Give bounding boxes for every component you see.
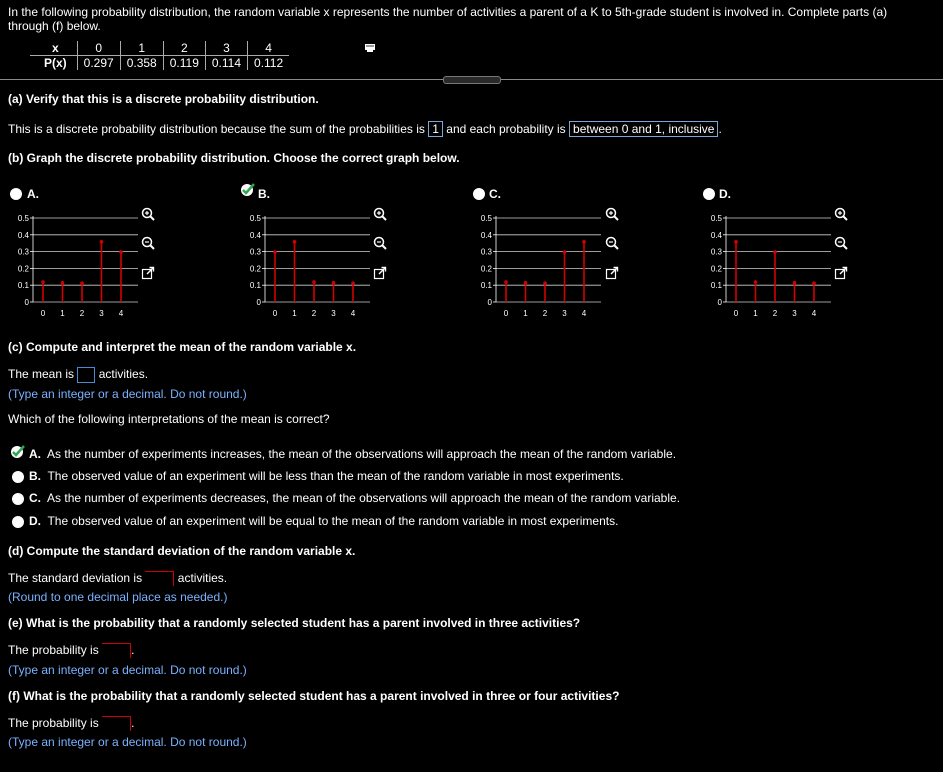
mean-input[interactable]: [77, 367, 95, 383]
part-a-answer: [8, 121, 722, 137]
x-cell: 3: [205, 41, 247, 56]
x-tick-label: 0: [503, 309, 509, 318]
stem-point: [524, 281, 528, 285]
y-tick-label: 0.4: [710, 230, 722, 240]
interp-option-b-text: The observed value of an experiment will be less than the mean of the random variable in most experiments.: [47, 469, 624, 483]
graph-option-d-label: D.: [719, 187, 731, 201]
x-tick-label: 4: [118, 309, 124, 318]
interp-option-d-radio[interactable]: [12, 516, 24, 528]
part-d-question: (d) Compute the standard deviation of the random variable x.: [8, 544, 356, 558]
x-header: x: [30, 41, 77, 56]
graph-option-d-chart[interactable]: [701, 210, 861, 320]
sd-input[interactable]: [145, 571, 174, 586]
y-tick-label: 0: [717, 298, 722, 307]
p-cell: 0.358: [120, 56, 163, 71]
part-c-question: (c) Compute and interpret the mean of the random variable x.: [8, 340, 357, 354]
zoom-in-icon[interactable]: [834, 207, 848, 221]
y-tick-label: 0.3: [710, 247, 722, 257]
zoom-out-icon[interactable]: [141, 236, 155, 250]
stem-point: [582, 240, 586, 244]
graph-option-a-radio[interactable]: [10, 188, 22, 200]
problem-intro: In the following probability distribution, the random variable x represents the number of activities a parent of a K to 5th-grade student is involved in. Complete parts (a) through (f) below.: [8, 5, 888, 33]
range-answer-dropdown[interactable]: between 0 and 1, inclusive: [569, 121, 718, 137]
stem-point: [41, 280, 45, 284]
interp-option-b-label: B.: [29, 469, 41, 483]
graph-option-c-chart[interactable]: [471, 210, 631, 320]
part-b-question: (b) Graph the discrete probability distribution. Choose the correct graph below.: [8, 151, 460, 165]
selected-check-icon[interactable]: [10, 444, 26, 458]
stem-point: [734, 240, 738, 244]
y-tick-label: 0.4: [249, 230, 261, 240]
zoom-in-icon[interactable]: [373, 207, 387, 221]
stem-point: [273, 250, 277, 254]
x-tick-label: 1: [292, 309, 297, 318]
x-cell: 0: [77, 41, 120, 56]
stem-point: [312, 280, 316, 284]
interp-option-c-radio[interactable]: [12, 493, 24, 505]
prob-three-four-hint: (Type an integer or a decimal. Do not round.): [8, 735, 247, 749]
x-tick-label: 3: [331, 309, 336, 318]
x-tick-label: 4: [811, 309, 817, 318]
sd-hint: (Round to one decimal place as needed.): [8, 590, 228, 604]
x-cell: 1: [120, 41, 163, 56]
x-tick-label: 0: [40, 309, 46, 318]
y-tick-label: 0.1: [480, 281, 492, 291]
y-tick-label: 0.2: [249, 264, 261, 274]
y-tick-label: 0.3: [249, 247, 261, 257]
stem-point: [543, 281, 547, 285]
x-tick-label: 2: [772, 309, 778, 318]
table-row-x: [30, 41, 289, 56]
stem-point: [100, 240, 104, 244]
prob-three-line: [8, 643, 134, 658]
y-tick-label: 0.5: [480, 214, 492, 223]
x-tick-label: 0: [733, 309, 739, 318]
zoom-out-icon[interactable]: [373, 236, 387, 250]
stem-point: [754, 280, 758, 284]
x-cell: 4: [248, 41, 290, 56]
sd-unit: activities.: [177, 571, 228, 585]
y-tick-label: 0.5: [710, 214, 722, 223]
sd-answer-line: [8, 571, 227, 586]
x-tick-label: 3: [562, 309, 567, 318]
p-cell: 0.114: [205, 56, 247, 71]
prob-three-four-line: [8, 716, 134, 731]
x-tick-label: 4: [350, 309, 356, 318]
graph-option-a-chart[interactable]: [8, 210, 168, 320]
interp-option-b[interactable]: [29, 469, 624, 483]
interp-option-b-radio[interactable]: [12, 471, 24, 483]
x-tick-label: 2: [542, 309, 548, 318]
popout-icon[interactable]: [141, 266, 155, 280]
graph-option-c-radio[interactable]: [473, 188, 485, 200]
stem-point: [812, 281, 816, 285]
prob-three-label: The probability is: [8, 643, 99, 657]
p-header: P(x): [44, 56, 67, 70]
y-tick-label: 0.4: [17, 230, 29, 240]
probability-table: [30, 41, 289, 70]
stem-point: [61, 281, 65, 285]
y-tick-label: 0.2: [17, 264, 29, 274]
zoom-in-icon[interactable]: [605, 207, 619, 221]
prob-three-four-period: .: [131, 716, 135, 730]
prob-three-period: .: [131, 643, 135, 657]
x-tick-label: 0: [272, 309, 278, 318]
zoom-out-icon[interactable]: [605, 236, 619, 250]
prob-three-four-input[interactable]: [102, 716, 131, 731]
interp-option-d[interactable]: [29, 514, 618, 528]
sd-label: The standard deviation is: [8, 571, 143, 585]
stem-point: [504, 280, 508, 284]
graph-option-a-label: A.: [27, 187, 39, 201]
prob-three-hint: (Type an integer or a decimal. Do not round.): [8, 663, 247, 677]
interp-option-c-label: C.: [29, 491, 41, 505]
y-tick-label: 0: [256, 298, 261, 307]
part-a-text-1: This is a discrete probability distribution because the sum of the probabilities is: [8, 122, 425, 136]
x-tick-label: 1: [523, 309, 528, 318]
zoom-out-icon[interactable]: [834, 236, 848, 250]
interp-option-c[interactable]: [29, 491, 680, 505]
interp-option-a-label: A.: [29, 447, 41, 461]
stem-point: [332, 281, 336, 285]
resize-handle[interactable]: [443, 76, 501, 84]
x-tick-label: 3: [792, 309, 797, 318]
graph-option-b-label: B.: [258, 187, 270, 201]
prob-three-four-label: The probability is: [8, 716, 99, 730]
sum-answer-box[interactable]: 1: [428, 121, 443, 137]
y-tick-label: 0.5: [17, 214, 29, 223]
stem-point: [80, 281, 84, 285]
x-cell: 2: [163, 41, 205, 56]
y-tick-label: 0.1: [17, 281, 29, 291]
mean-unit: activities.: [98, 367, 149, 382]
x-tick-label: 1: [753, 309, 758, 318]
part-a-question: (a) Verify that this is a discrete probability distribution.: [8, 92, 319, 106]
stem-point: [793, 281, 797, 285]
y-tick-label: 0.5: [249, 214, 261, 223]
y-tick-label: 0.2: [710, 264, 722, 274]
y-tick-label: 0.3: [17, 247, 29, 257]
download-data-icon[interactable]: [365, 44, 375, 52]
p-cell: 0.297: [77, 56, 120, 71]
x-tick-label: 4: [581, 309, 587, 318]
part-f-question: (f) What is the probability that a randomly selected student has a parent involved in three or four activities?: [8, 689, 620, 703]
y-tick-label: 0.1: [710, 281, 722, 291]
interp-option-d-label: D.: [29, 514, 41, 528]
prob-three-input[interactable]: [102, 643, 131, 658]
mean-answer-line: [8, 367, 148, 383]
stem-point: [293, 240, 297, 244]
p-cell: 0.119: [163, 56, 205, 71]
graph-option-d-radio[interactable]: [703, 188, 715, 200]
y-tick-label: 0.2: [480, 264, 492, 274]
zoom-in-icon[interactable]: [141, 207, 155, 221]
y-tick-label: 0.4: [480, 230, 492, 240]
selected-check-icon[interactable]: [240, 182, 256, 196]
interp-option-c-text: As the number of experiments decreases, the mean of the observations will approach the mean of the random variable.: [47, 491, 681, 505]
graph-option-b-chart[interactable]: [240, 210, 400, 320]
y-tick-label: 0.1: [249, 281, 261, 291]
y-tick-label: 0: [487, 298, 492, 307]
y-tick-label: 0.3: [480, 247, 492, 257]
mean-label: The mean is: [8, 367, 75, 382]
popout-icon[interactable]: [373, 266, 387, 280]
interp-option-a[interactable]: [29, 447, 676, 461]
x-tick-label: 1: [60, 309, 65, 318]
stem-point: [119, 250, 123, 254]
part-a-text-3: .: [718, 122, 722, 136]
x-tick-label: 2: [79, 309, 85, 318]
stem-point: [563, 250, 567, 254]
x-tick-label: 3: [99, 309, 104, 318]
popout-icon[interactable]: [834, 266, 848, 280]
x-tick-label: 2: [311, 309, 317, 318]
part-a-text-2: and each probability is: [446, 122, 566, 136]
mean-hint: (Type an integer or a decimal. Do not round.): [8, 387, 247, 401]
popout-icon[interactable]: [605, 266, 619, 280]
interp-option-d-text: The observed value of an experiment will be equal to the mean of the random variable in most experiments.: [47, 514, 619, 528]
interp-option-a-text: As the number of experiments increases, the mean of the observations will approach the mean of the random variable.: [47, 447, 677, 461]
interpretation-question: Which of the following interpretations of the mean is correct?: [8, 412, 330, 426]
graph-option-c-label: C.: [489, 187, 501, 201]
p-cell: 0.112: [248, 56, 290, 71]
y-tick-label: 0: [24, 298, 29, 307]
part-e-question: (e) What is the probability that a randomly selected student has a parent involved in three activities?: [8, 616, 581, 630]
table-row-p: [30, 56, 289, 71]
stem-point: [351, 281, 355, 285]
stem-point: [773, 250, 777, 254]
